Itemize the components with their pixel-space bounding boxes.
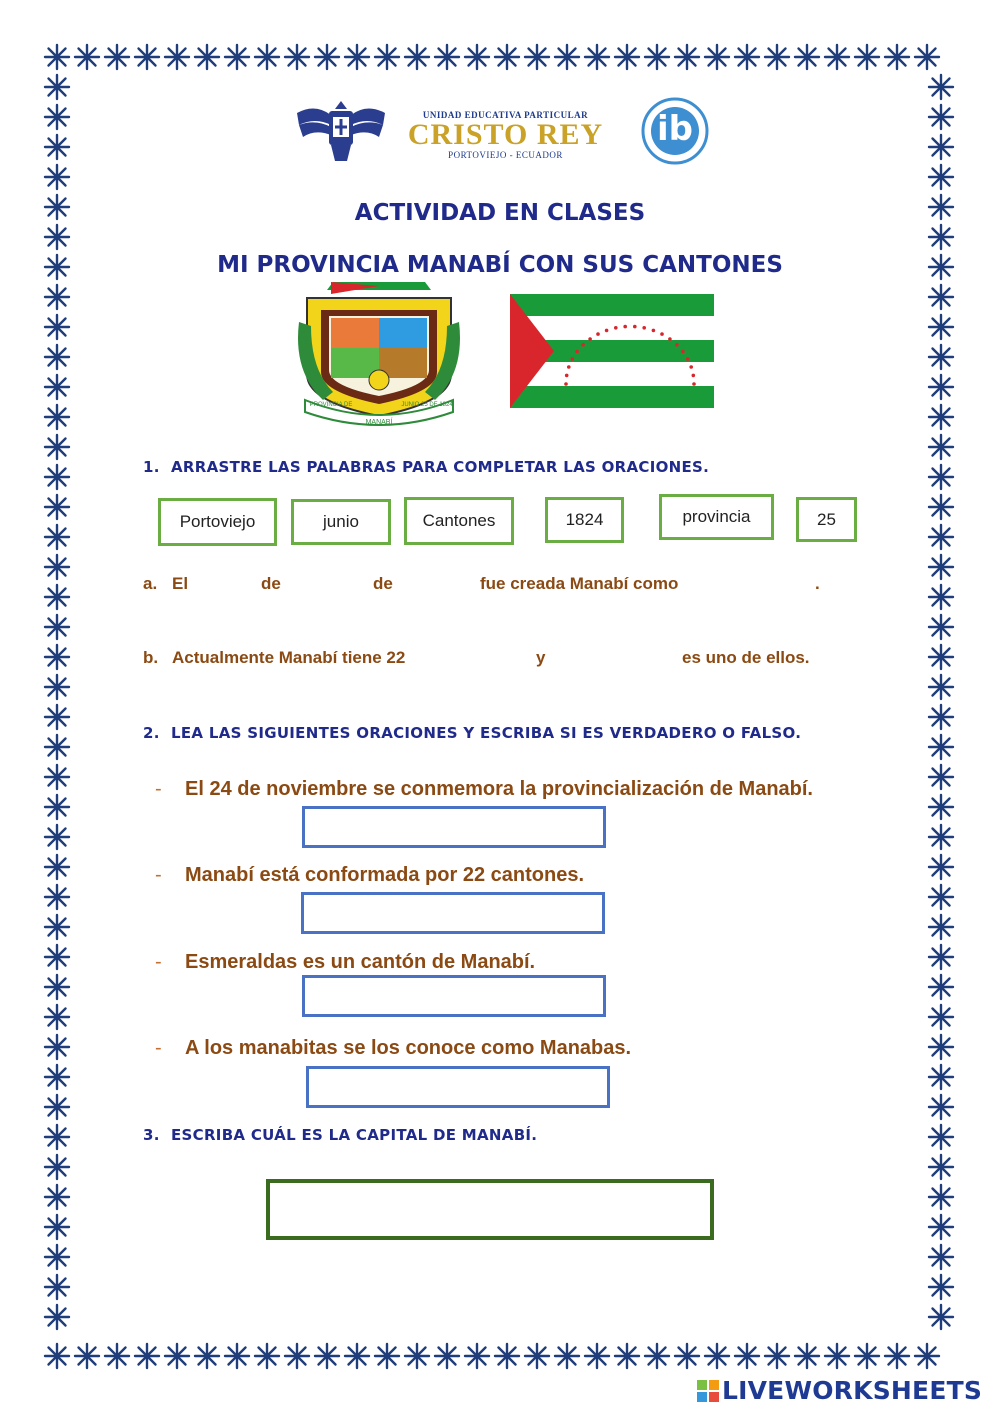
border-star-icon bbox=[312, 1341, 342, 1371]
topic-title: MI PROVINCIA MANABÍ CON SUS CANTONES bbox=[217, 252, 783, 278]
border-star-icon bbox=[926, 132, 956, 162]
border-star-icon bbox=[522, 1341, 552, 1371]
border-star-icon bbox=[162, 1341, 192, 1371]
border-star-icon bbox=[42, 132, 72, 162]
border-star-icon bbox=[926, 282, 956, 312]
tf-statement-1 bbox=[155, 778, 813, 801]
sentence-a-part-1: El bbox=[172, 574, 189, 593]
drop-zone-b-1[interactable] bbox=[424, 640, 532, 670]
border-star-icon bbox=[42, 282, 72, 312]
border-star-icon bbox=[926, 492, 956, 522]
border-star-icon bbox=[926, 672, 956, 702]
tf-answer-input-3[interactable] bbox=[302, 975, 606, 1017]
border-star-icon bbox=[42, 762, 72, 792]
border-star-icon bbox=[642, 42, 672, 72]
border-star-icon bbox=[702, 42, 732, 72]
tf-statement-2-text: Manabí está conformada por 22 cantones. bbox=[185, 864, 584, 886]
question-3-prompt bbox=[143, 1126, 537, 1144]
border-star-icon bbox=[926, 582, 956, 612]
border-star-icon bbox=[42, 522, 72, 552]
coat-ribbon-bottom: MANABÍ bbox=[365, 419, 393, 426]
word-tile-portoviejo[interactable]: Portoviejo bbox=[158, 498, 277, 546]
border-star-icon bbox=[642, 1341, 672, 1371]
activity-title: ACTIVIDAD EN CLASES bbox=[354, 200, 646, 226]
border-star-icon bbox=[852, 42, 882, 72]
border-star-icon bbox=[342, 42, 372, 72]
border-star-icon bbox=[42, 72, 72, 102]
question-3-text: ESCRIBA CUÁL ES LA CAPITAL DE MANABÍ. bbox=[171, 1126, 538, 1144]
border-star-icon bbox=[42, 582, 72, 612]
manabi-coat-of-arms bbox=[293, 282, 465, 432]
flag-star-icon bbox=[692, 374, 696, 378]
flag-star-icon bbox=[581, 343, 585, 347]
flag-star-icon bbox=[642, 326, 646, 330]
border-star-icon bbox=[926, 972, 956, 1002]
drop-zone-a-1[interactable] bbox=[192, 566, 258, 596]
border-star-icon bbox=[42, 1242, 72, 1272]
flag-star-icon bbox=[686, 357, 690, 361]
border-star-icon bbox=[402, 42, 432, 72]
coat-ribbon-right: JUNIO 25 DE 1824 bbox=[401, 402, 453, 408]
border-star-icon bbox=[342, 1341, 372, 1371]
border-star-icon bbox=[926, 1122, 956, 1152]
border-star-icon bbox=[102, 42, 132, 72]
border-star-icon bbox=[462, 42, 492, 72]
border-star-icon bbox=[42, 372, 72, 402]
border-star-icon bbox=[42, 1302, 72, 1332]
border-star-icon bbox=[792, 1341, 822, 1371]
tf-answer-input-1[interactable] bbox=[302, 806, 606, 848]
flag-star-icon bbox=[633, 325, 637, 329]
border-star-icon bbox=[672, 42, 702, 72]
sentence-a-part-5: . bbox=[815, 574, 820, 593]
border-star-icon bbox=[132, 42, 162, 72]
sentence-b-label: b. bbox=[143, 648, 159, 667]
border-star-icon bbox=[926, 942, 956, 972]
tf-statement-3-text: Esmeraldas es un cantón de Manabí. bbox=[185, 951, 536, 973]
border-star-icon bbox=[732, 42, 762, 72]
border-star-icon bbox=[552, 1341, 582, 1371]
border-star-icon bbox=[282, 1341, 312, 1371]
border-star-icon bbox=[42, 1212, 72, 1242]
flag-star-icon bbox=[571, 357, 575, 361]
flag-star-icon bbox=[575, 350, 579, 354]
border-star-icon bbox=[926, 852, 956, 882]
border-star-icon bbox=[492, 42, 522, 72]
coat-ribbon-left: PROVINCIA DE bbox=[309, 402, 353, 408]
tf-statement-3 bbox=[155, 951, 535, 974]
border-star-icon bbox=[42, 552, 72, 582]
border-star-icon bbox=[926, 1272, 956, 1302]
border-star-icon bbox=[522, 42, 552, 72]
flag-star-icon bbox=[692, 382, 696, 386]
border-star-icon bbox=[912, 1341, 942, 1371]
manabi-flag bbox=[510, 294, 714, 408]
school-name: CRISTO REY bbox=[407, 118, 604, 151]
border-star-icon bbox=[612, 42, 642, 72]
border-star-icon bbox=[492, 1341, 522, 1371]
border-star-icon bbox=[42, 312, 72, 342]
border-star-icon bbox=[282, 42, 312, 72]
liveworksheets-brand: LIVEWORKSHEETS bbox=[722, 1376, 983, 1405]
border-star-icon bbox=[926, 702, 956, 732]
sentence-a-part-2: de bbox=[261, 574, 281, 593]
border-star-icon bbox=[132, 1341, 162, 1371]
ib-logo bbox=[627, 97, 723, 165]
drop-zone-b-2[interactable] bbox=[552, 640, 676, 670]
border-star-icon bbox=[882, 1341, 912, 1371]
border-star-icon bbox=[42, 1092, 72, 1122]
school-top-text: UNIDAD EDUCATIVA PARTICULAR bbox=[422, 110, 589, 120]
flag-star-icon bbox=[660, 332, 664, 336]
border-star-icon bbox=[926, 342, 956, 372]
border-star-icon bbox=[462, 1341, 492, 1371]
drop-zone-a-2[interactable] bbox=[286, 566, 376, 596]
border-star-icon bbox=[42, 492, 72, 522]
border-star-icon bbox=[926, 642, 956, 672]
border-star-icon bbox=[42, 1272, 72, 1302]
border-star-icon bbox=[42, 462, 72, 492]
tf-statement-4 bbox=[155, 1037, 631, 1060]
border-star-icon bbox=[72, 42, 102, 72]
flag-star-icon bbox=[605, 329, 609, 333]
border-star-icon bbox=[926, 102, 956, 132]
border-star-icon bbox=[926, 732, 956, 762]
word-tile-25[interactable]: 25 bbox=[796, 497, 857, 542]
tf-answer-input-4[interactable] bbox=[306, 1066, 610, 1108]
border-star-icon bbox=[926, 1182, 956, 1212]
tf-statement-4-text: A los manabitas se los conoce como Manabas. bbox=[185, 1037, 632, 1059]
border-star-icon bbox=[42, 852, 72, 882]
border-star-icon bbox=[926, 432, 956, 462]
border-star-icon bbox=[926, 1302, 956, 1332]
flag-star-icon bbox=[614, 326, 618, 330]
border-star-icon bbox=[252, 42, 282, 72]
tf-answer-input-2[interactable] bbox=[301, 892, 605, 934]
border-star-icon bbox=[926, 1062, 956, 1092]
border-star-icon bbox=[42, 792, 72, 822]
border-star-icon bbox=[882, 42, 912, 72]
border-star-icon bbox=[552, 42, 582, 72]
border-star-icon bbox=[42, 972, 72, 1002]
border-star-icon bbox=[926, 552, 956, 582]
drop-zone-a-4[interactable] bbox=[692, 566, 812, 596]
border-star-icon bbox=[42, 822, 72, 852]
border-star-icon bbox=[42, 1032, 72, 1062]
border-star-icon bbox=[926, 612, 956, 642]
capital-answer-input[interactable] bbox=[266, 1179, 714, 1240]
border-star-icon bbox=[42, 1182, 72, 1212]
border-star-icon bbox=[372, 42, 402, 72]
flag-star-icon bbox=[681, 350, 685, 354]
border-star-icon bbox=[42, 1341, 72, 1371]
border-star-icon bbox=[792, 42, 822, 72]
border-star-icon bbox=[252, 1341, 282, 1371]
border-star-icon bbox=[42, 1122, 72, 1152]
border-star-icon bbox=[926, 402, 956, 432]
border-star-icon bbox=[102, 1341, 132, 1371]
question-2-prompt bbox=[143, 724, 801, 742]
border-star-icon bbox=[42, 702, 72, 732]
flag-star-icon bbox=[668, 337, 672, 341]
border-star-icon bbox=[42, 942, 72, 972]
border-star-icon bbox=[42, 402, 72, 432]
border-star-icon bbox=[926, 1152, 956, 1182]
border-star-icon bbox=[926, 1092, 956, 1122]
tf-statement-2 bbox=[155, 864, 584, 887]
border-star-icon bbox=[926, 162, 956, 192]
border-star-icon bbox=[926, 792, 956, 822]
border-star-icon bbox=[42, 222, 72, 252]
border-star-icon bbox=[192, 42, 222, 72]
flag-star-icon bbox=[567, 365, 571, 369]
border-star-icon bbox=[926, 912, 956, 942]
border-star-icon bbox=[432, 42, 462, 72]
word-tile-cantones[interactable]: Cantones bbox=[404, 497, 514, 545]
border-star-icon bbox=[822, 42, 852, 72]
border-star-icon bbox=[42, 882, 72, 912]
border-star-icon bbox=[42, 612, 72, 642]
question-1-prompt bbox=[143, 458, 709, 476]
border-star-icon bbox=[926, 1242, 956, 1272]
border-star-icon bbox=[42, 1152, 72, 1182]
border-star-icon bbox=[702, 1341, 732, 1371]
border-star-icon bbox=[42, 432, 72, 462]
word-tile-junio[interactable]: junio bbox=[291, 499, 391, 545]
question-2-number: 2. bbox=[143, 724, 160, 742]
flag-star-icon bbox=[564, 382, 568, 386]
border-star-icon bbox=[926, 72, 956, 102]
tf-dash-1: - bbox=[155, 778, 162, 800]
border-star-icon bbox=[222, 42, 252, 72]
tf-statement-1-text: El 24 de noviembre se conmemora la provincialización de Manabí. bbox=[185, 778, 813, 800]
eagle-crest-icon bbox=[295, 95, 387, 167]
tf-dash-4: - bbox=[155, 1037, 162, 1059]
sentence-a-label: a. bbox=[143, 574, 158, 593]
sentence-b-part-3: es uno de ellos. bbox=[682, 648, 810, 667]
question-3-number: 3. bbox=[143, 1126, 160, 1144]
border-star-icon bbox=[42, 912, 72, 942]
border-star-icon bbox=[926, 822, 956, 852]
border-star-icon bbox=[432, 1341, 462, 1371]
border-star-icon bbox=[926, 1002, 956, 1032]
border-star-icon bbox=[402, 1341, 432, 1371]
border-star-icon bbox=[926, 1212, 956, 1242]
border-star-icon bbox=[926, 222, 956, 252]
flag-star-icon bbox=[588, 337, 592, 341]
word-tile-provincia[interactable]: provincia bbox=[659, 494, 774, 540]
border-star-icon bbox=[926, 522, 956, 552]
border-star-icon bbox=[42, 1002, 72, 1032]
border-star-icon bbox=[762, 42, 792, 72]
sentence-a-part-4: fue creada Manabí como bbox=[480, 574, 679, 593]
sentence-b-part-1: Actualmente Manabí tiene 22 bbox=[172, 648, 406, 667]
border-star-icon bbox=[672, 1341, 702, 1371]
border-star-icon bbox=[162, 42, 192, 72]
border-star-icon bbox=[612, 1341, 642, 1371]
border-star-icon bbox=[582, 42, 612, 72]
flag-star-icon bbox=[565, 374, 569, 378]
border-star-icon bbox=[732, 1341, 762, 1371]
border-star-icon bbox=[192, 1341, 222, 1371]
border-star-icon bbox=[926, 312, 956, 342]
sentence-b-part-2: y bbox=[536, 648, 546, 667]
flag-star-icon bbox=[675, 343, 679, 347]
decorative-border-top bbox=[42, 42, 942, 72]
liveworksheets-logo-icon bbox=[697, 1380, 719, 1402]
border-star-icon bbox=[926, 462, 956, 492]
sentence-a-part-3: de bbox=[373, 574, 393, 593]
border-star-icon bbox=[926, 372, 956, 402]
border-star-icon bbox=[312, 42, 342, 72]
border-star-icon bbox=[372, 1341, 402, 1371]
border-star-icon bbox=[42, 642, 72, 672]
border-star-icon bbox=[42, 102, 72, 132]
border-star-icon bbox=[42, 42, 72, 72]
border-star-icon bbox=[926, 762, 956, 792]
border-star-icon bbox=[926, 1032, 956, 1062]
border-star-icon bbox=[912, 42, 942, 72]
ib-logo-label: ib bbox=[657, 109, 693, 149]
border-star-icon bbox=[42, 672, 72, 702]
question-1-text: ARRASTRE LAS PALABRAS PARA COMPLETAR LAS ORACIONES. bbox=[171, 458, 710, 476]
border-star-icon bbox=[852, 1341, 882, 1371]
school-logo-text bbox=[398, 110, 613, 160]
school-city: PORTOVIEJO - ECUADOR bbox=[448, 150, 563, 160]
question-1-number: 1. bbox=[143, 458, 160, 476]
flag-star-icon bbox=[596, 332, 600, 336]
drop-zone-a-3[interactable] bbox=[398, 566, 476, 596]
flag-star-icon bbox=[689, 365, 693, 369]
border-star-icon bbox=[582, 1341, 612, 1371]
border-star-icon bbox=[42, 162, 72, 192]
tf-dash-3: - bbox=[155, 951, 162, 973]
border-star-icon bbox=[72, 1341, 102, 1371]
border-star-icon bbox=[926, 882, 956, 912]
border-star-icon bbox=[42, 732, 72, 762]
word-tile-1824[interactable]: 1824 bbox=[545, 497, 624, 543]
border-star-icon bbox=[822, 1341, 852, 1371]
border-star-icon bbox=[222, 1341, 252, 1371]
decorative-border-bottom bbox=[42, 1341, 942, 1371]
border-star-icon bbox=[762, 1341, 792, 1371]
border-star-icon bbox=[42, 1062, 72, 1092]
border-star-icon bbox=[42, 342, 72, 372]
tf-dash-2: - bbox=[155, 864, 162, 886]
flag-star-icon bbox=[623, 325, 627, 329]
flag-star-icon bbox=[652, 329, 656, 333]
question-2-text: LEA LAS SIGUIENTES ORACIONES Y ESCRIBA SI ES VERDADERO O FALSO. bbox=[171, 724, 802, 742]
